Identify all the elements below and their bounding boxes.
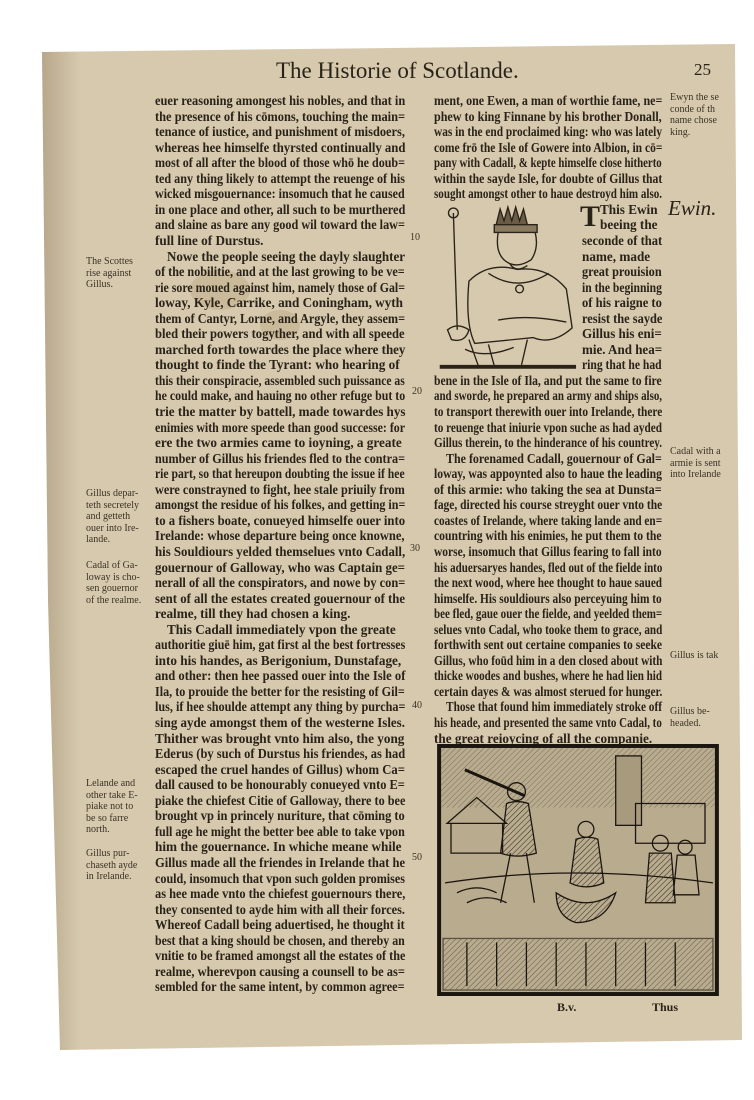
margin-note-right [670,706,752,718]
line-number: 30 [410,543,420,554]
text-line-text: ring that he had [582,357,662,373]
text-line-text: pany with Cadall, & kepte himselfe close hitherto [434,155,662,171]
text-line [155,280,405,295]
text-line-text: of his raigne to [582,295,662,311]
margin-note-left [86,572,150,584]
text-line-text: to a fishers boate, conueyed himselfe ouer into [155,512,406,528]
text-line [155,93,405,108]
margin-note-left [86,778,150,790]
text-line [155,699,405,714]
margin-note-left-text: ouer into Ire- [86,522,139,534]
margin-note-left [86,595,150,607]
text-line [155,917,405,932]
margin-note-right-text: armie is sent [670,457,721,469]
text-line-text: of the nobilitie, and at the last growing to be ve= [155,264,405,280]
text-line [155,762,405,777]
margin-note-right [670,127,752,139]
text-line-text: into his handes, as Berigonium, Dunstafage, [155,652,402,668]
text-line-text: most of all after the blood of those whō he doub= [155,155,405,171]
text-line [582,264,662,279]
margin-note-right [670,446,752,458]
text-line-text: escaped the cruel handes of Gillus) whom Ca= [155,761,405,777]
text-line [434,715,662,730]
text-line [434,93,662,108]
text-line [434,388,662,403]
margin-note-left [86,534,150,546]
text-line [434,124,662,139]
text-line [155,964,405,979]
text-line-text: him the gouernance. In whiche meane while [155,839,402,855]
text-line-text: full line of Durstus. [155,232,264,248]
text-line-text: Ederus (by such of Durstus his friendes, as had [155,746,406,762]
text-line-text: marched forth towardes the place where they [155,341,406,357]
margin-note-right [670,718,752,730]
text-line-text: to transport therewith ouer into Irelande, there [434,404,663,419]
text-line-text: sought amongst other to haue destroyd him also. [434,186,663,202]
text-line [155,948,405,963]
text-line-text: great prouision [582,264,662,280]
text-line [434,513,662,528]
text-line-text: brought vp in princely nuriture, that cōming to [155,808,405,824]
text-line-text: could, insomuch that vpon such golden promises [155,870,405,886]
text-line [434,109,662,124]
text-line-text: ere the two armies came to ioyning, a greate [155,435,402,451]
text-line-text: his heade, and presented the same vnto Cadal, to [434,715,662,730]
margin-note-left [86,813,150,825]
margin-note-left-text: other take E- [86,789,138,801]
text-line [434,591,662,606]
text-line-text: coastes of Irelande, where taking lande and en= [434,512,663,528]
text-line-text: wicked misgouernance: insomuch that he caused [155,186,405,202]
text-line-text: his Souldiours yelded themselues vnto Cadall, [155,543,406,559]
text-line [155,497,405,512]
text-line-text: lus, if hee shoulde attempt any thing by purcha= [155,699,406,715]
text-line-text: within the sayde Isle, for doubte of Gillus that [434,170,663,186]
margin-note-left-text: piake not to [86,801,134,812]
text-line-text: Gillus, who foūd him in a den closed about with [434,652,663,668]
text-line [155,979,405,994]
text-line-text: name, made [582,248,651,264]
text-line-text: whereas hee himselfe thyrsted continually and [155,139,406,155]
text-line [155,435,405,450]
margin-note-left [86,500,150,512]
text-line [155,295,405,310]
text-line-text: mie. And hea= [582,341,663,357]
text-line [155,513,405,528]
text-line-text: thought to finde the Tyrant: who hearing of [155,357,400,373]
text-line-text: realme, wherevpon causing a counsell to be as= [155,963,405,979]
text-line [582,233,662,248]
margin-note-right [670,115,752,127]
text-line [434,186,662,201]
text-line [434,575,662,590]
text-line-text: in one place and other, all such to be murthered [155,201,406,217]
text-line [155,140,405,155]
line-number: 50 [412,852,422,863]
text-line-text: ment, one Ewen, a man of worthie fame, ne= [434,93,663,108]
text-line-text: Thither was brought vnto him also, the yong [155,730,405,746]
side-heading-ewin: Ewin. [668,196,717,220]
text-line-text: amongst the residue of his folkes, and getting in= [155,497,406,513]
text-line-text: This Cadall immediately vpon the greate [167,621,396,637]
margin-note-right-text: Gillus be- [670,706,710,717]
margin-note-left-text: loway is cho- [86,571,140,583]
margin-note-left [86,560,150,572]
drop-cap-letter: T [580,199,601,233]
text-line [155,871,405,886]
text-line-text: fage, directed his course streyght ouer vnto the [434,497,663,513]
margin-note-left [86,824,150,836]
margin-note-left-text: Gillus pur- [86,848,130,859]
text-line [155,202,405,217]
text-line-text: of this armie: who taking the sea at Dunsta= [434,481,662,497]
text-line [434,435,662,450]
text-line [155,155,405,170]
text-line-text: as hee made vnto the chiefest gouernours there, [155,886,406,902]
text-line [155,575,405,590]
text-line-text: the next wood, where hee thought to haue saued [434,575,663,591]
margin-note-left-text: and getteth [86,511,131,522]
text-line [434,528,662,543]
text-line-text: and sworde, he prepared an army and ships also, [434,388,663,404]
text-line [155,933,405,948]
margin-note-left-text: in Irelande. [86,871,132,882]
margin-note-left-text: be so farre [86,812,129,824]
text-line-text: himselfe. His souldiours also perceyuing him to [434,590,662,606]
text-line [155,637,405,652]
text-line [434,404,662,419]
text-line [434,466,662,481]
margin-note-right-text: name chose [670,115,717,126]
margin-note-right-text: conde of th [670,103,715,115]
text-line-text: and other: then hee passed ouer into the Isle of [155,668,406,684]
text-line-text: resist the sayde [582,310,663,326]
margin-note-left [86,860,150,872]
text-line [434,622,662,637]
text-line-text: his aduersaryes handes, fled out of the fielde into [434,559,663,575]
text-line [155,466,405,481]
text-line [155,824,405,839]
text-line-text: sing ayde amongst them of the westerne Isles. [155,715,405,730]
margin-note-right [670,650,752,662]
text-line [434,668,662,683]
text-line-text: enimies with more speede than good successe: for [155,419,406,435]
text-line [446,451,662,466]
margin-note-left-text: Lelande and [86,778,136,789]
text-line [155,855,405,870]
margin-note-left [86,511,150,523]
text-line-text: Gillus made all the friendes in Irelande that he [155,854,406,870]
text-line-text: beeing the [600,217,658,233]
text-line [155,124,405,139]
text-line [155,326,405,341]
text-line-text: bee fled, gaue ouer the fielde, and yeelded them= [434,606,663,622]
text-line [155,264,405,279]
text-line-text: he could make, and hauing no other refuge but to [155,388,406,404]
margin-note-left [86,583,150,595]
text-line-text: the presence of his cōmons, touching the main= [155,108,406,124]
text-line [434,140,662,155]
text-line [155,311,405,326]
text-line [155,544,405,559]
execution-scene-woodcut [436,744,720,996]
king-woodcut-illustration [430,202,578,370]
running-title: The Historie of Scotlande. [276,58,519,83]
text-line-text: euer reasoning amongest his nobles, and that in [155,93,406,108]
text-line [434,155,662,170]
text-line [155,777,405,792]
margin-note-left-text: Gillus. [86,279,113,290]
text-line [155,808,405,823]
text-line-text: best that a king should be chosen, and thereby an [155,932,405,948]
text-line-text: were constrayned to fight, hee stale priuily from [155,481,405,497]
text-line [155,839,405,854]
text-line [155,171,405,186]
text-line-text: they consented to ayde him with all their forces. [155,901,405,917]
text-line-text: certain dayes & was almost sterued for hunger. [434,683,663,699]
text-line [155,404,405,419]
margin-note-left [86,790,150,802]
text-line-text: full age he might the better bee able to take vpon [155,823,405,839]
text-line-text: vnitie to be framed amongst all the estates of the [155,948,406,964]
text-line-text: rie part, so that hereupon doubting the issue if hee [155,466,405,482]
text-line [582,311,662,326]
page-number: 25 [694,60,711,79]
text-line [155,217,405,232]
margin-note-left [86,848,150,860]
margin-note-left-text: of the realme. [86,594,142,606]
text-line-text: Gillus therein, to the hinderance of his countrey. [434,435,662,451]
margin-note-left [86,279,150,291]
margin-note-left [86,256,150,268]
text-line [155,451,405,466]
text-line [434,684,662,699]
margin-note-left-text: lande. [86,534,111,545]
text-line [155,388,405,403]
text-line [155,731,405,746]
margin-note-right [670,104,752,116]
margin-note-right-text: king. [670,126,691,138]
text-line-text: The forenamed Cadall, gouernour of Gal= [446,450,662,466]
text-line [155,373,405,388]
signature-mark: B.v. [557,1000,577,1014]
text-line-text: tenance of iustice, and punishment of misdoers, [155,124,405,140]
text-line-text: this their conspiracie, assembled such puissance as [155,372,405,388]
text-line-text: worse, insomuch that Gillus fearing to fall into [434,543,662,559]
text-line-text: Whereof Cadall being aduertised, he thought it [155,917,405,933]
margin-note-right-text: Ewyn the se [670,92,719,103]
text-line-text: Those that found him immediately stroke off [446,699,663,715]
margin-note-right [670,458,752,470]
text-line [582,357,662,372]
line-number: 40 [412,700,422,711]
text-line-text: This Ewin [600,201,658,217]
text-line [434,171,662,186]
margin-note-right-text: Gillus is tak [670,650,719,661]
margin-note-left-text: The Scottes [86,256,133,267]
text-line-text: realme, till they had chosen a king. [155,606,351,622]
text-line [155,715,405,730]
text-line-text: the great reioycing of all the companie. [434,730,653,746]
text-line-text: Nowe the people seeing the dayly slaughter [167,248,406,264]
text-line [155,684,405,699]
text-line [434,653,662,668]
text-line-text: thicke woodes and bushes, where he had lien hid [434,668,662,684]
margin-note-right [670,92,752,104]
text-line [155,793,405,808]
text-line-text: rie sore moued against him, namely those of Gal= [155,279,405,295]
text-line [434,482,662,497]
page-edge-shadow [40,50,80,1050]
text-line-text: bene in the Isle of Ila, and put the same to fire [434,372,662,388]
text-line [155,653,405,668]
text-line [434,560,662,575]
margin-note-left-text: chaseth ayde [86,859,138,871]
text-line [155,886,405,901]
text-line-text: gouernour of Galloway, who was Captain ge= [155,559,406,575]
text-line [155,668,405,683]
text-line-text: nerall of all the conspirators, and nowe by con= [155,575,406,591]
margin-note-left [86,488,150,500]
text-line [155,746,405,761]
margin-note-left-text: Gillus depar- [86,488,139,499]
text-line-text: Ila, to prouide the better for the resisting of Gil= [155,683,405,699]
text-line-text: number of Gillus his friendes fled to the contra= [155,450,406,466]
text-line [434,637,662,652]
text-line [434,544,662,559]
text-line [446,699,662,714]
text-line [155,528,405,543]
text-line [155,342,405,357]
text-line [155,591,405,606]
text-line-text: Irelande: whose departure being once knowne, [155,528,405,544]
text-line [434,606,662,621]
text-line [155,560,405,575]
text-line [155,233,405,248]
margin-note-left-text: Cadal of Ga- [86,560,138,571]
text-line-text: in the beginning [582,279,662,295]
margin-note-right-text: Cadal with a [670,446,721,457]
text-line [155,902,405,917]
margin-note-right-text: headed. [670,717,701,729]
text-line-text: come frō the Isle of Gowere into Albion, in cō= [434,139,663,155]
text-line-text: bled their powers togyther, and with all speede [155,326,405,342]
text-line-text: Gillus his eni= [582,326,662,342]
text-line [434,420,662,435]
line-number: 20 [412,386,422,397]
catchword: Thus [652,1000,679,1014]
text-line-text: loway, Kyle, Carrike, and Coningham, wyth [155,295,404,311]
text-line [155,357,405,372]
margin-note-left [86,523,150,535]
text-line-text: forthwith sent out certaine companies to seeke [434,637,663,653]
text-line-text: ted any thing likely to attempt the reuenge of his [155,170,405,186]
text-line-text: authoritie giuē him, gat first al the best fortresses [155,637,406,653]
text-line-text: loway, was appoynted also to haue the leading [434,466,662,482]
text-line [582,342,662,357]
text-line [434,373,662,388]
line-number: 10 [410,232,420,243]
text-line [155,482,405,497]
text-line-text: countring with his enimies, he put them to the [434,528,662,544]
margin-note-right [670,469,752,481]
text-line [167,249,405,264]
margin-note-right-text: into Irelande [670,469,721,480]
margin-note-left [86,268,150,280]
text-line [582,295,662,310]
text-line-text: selues vnto Cadal, who tooke them to grace, and [434,621,663,637]
text-line-text: to reuenge that iniurie vpon suche as had ayded [434,419,662,435]
text-line [600,217,662,232]
text-line [434,497,662,512]
text-line-text: dall caused to be honourably conueyed vnto E= [155,777,405,793]
text-line-text: them of Cantyr, Lorne, and Argyle, they assem= [155,310,406,326]
text-line-text: sembled for the same intent, by common agree= [155,979,405,995]
text-line-text: trie the matter by battell, made towardes hys [155,404,406,419]
text-line [582,280,662,295]
text-line [600,202,662,217]
margin-note-left-text: teth secretely [86,499,140,511]
text-line-text: seconde of that [582,232,663,248]
margin-note-left [86,871,150,883]
margin-note-left [86,801,150,813]
text-line [155,186,405,201]
text-line [155,606,405,621]
text-line [167,622,405,637]
text-line-text: piake the chiefest Citie of Galloway, there to bee [155,792,406,808]
text-line-text: phew to king Finnane by his brother Donall, [434,108,662,124]
text-line [582,249,662,264]
text-line-text: was in the end proclaimed king: who was lately [434,124,662,140]
margin-note-left-text: rise against [86,267,132,279]
text-line [582,326,662,341]
text-line [155,420,405,435]
text-line-text: sent of all the estates created gouernour of the [155,590,406,606]
text-line [155,109,405,124]
margin-note-left-text: sen gouernor [86,583,138,594]
text-line-text: and slaine as bare any good wil toward the law= [155,217,405,233]
margin-note-left-text: north. [86,824,110,835]
